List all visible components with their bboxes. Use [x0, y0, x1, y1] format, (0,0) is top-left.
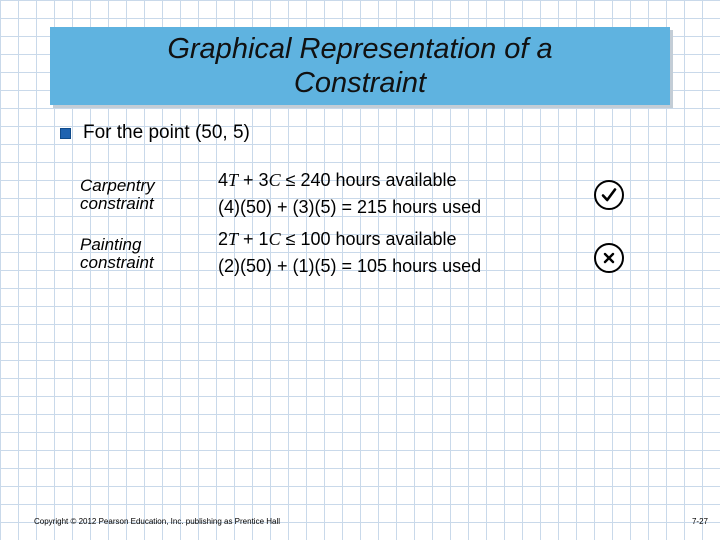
- slide-title-line-2: Constraint: [293, 67, 427, 99]
- variable-t: T: [228, 170, 239, 190]
- page-number: 7-27: [691, 517, 708, 526]
- carpentry-inequality: [218, 167, 481, 194]
- variable-t: T: [228, 229, 239, 249]
- variable-c: C: [268, 170, 281, 190]
- variable-c: C: [268, 229, 281, 249]
- label-line-1: Carpentry: [80, 176, 155, 195]
- painting-inequality: [218, 226, 481, 253]
- label-line-2: constraint: [80, 194, 154, 213]
- checkmark-icon: [594, 180, 624, 210]
- square-bullet-icon: [60, 128, 71, 139]
- slide-title-line-1: Graphical Representation of a: [167, 33, 553, 65]
- inequality-rest: ≤ 240 hours available: [280, 170, 457, 190]
- painting-constraint-label: [80, 236, 154, 272]
- carpentry-equation: [218, 167, 481, 221]
- operator-coefficient: + 3: [238, 170, 269, 190]
- carpentry-calculation: (4)(50) + (3)(5) = 215 hours used: [218, 197, 482, 217]
- painting-equation: [218, 226, 481, 280]
- coefficient: 2: [218, 229, 229, 249]
- bullet-point: [60, 122, 250, 144]
- coefficient: 4: [218, 170, 229, 190]
- painting-calculation: (2)(50) + (1)(5) = 105 hours used: [218, 256, 482, 276]
- slide-title-box: [50, 27, 670, 105]
- carpentry-constraint-label: [80, 177, 155, 213]
- label-line-1: Painting: [80, 235, 142, 254]
- bullet-text: For the point (50, 5): [83, 122, 250, 143]
- operator-coefficient: + 1: [238, 229, 269, 249]
- copyright-footer: Copyright © 2012 Pearson Education, Inc. publishing as Prentice Hall: [34, 517, 281, 526]
- label-line-2: constraint: [80, 253, 154, 272]
- inequality-rest: ≤ 100 hours available: [280, 229, 457, 249]
- x-mark-icon: [594, 243, 624, 273]
